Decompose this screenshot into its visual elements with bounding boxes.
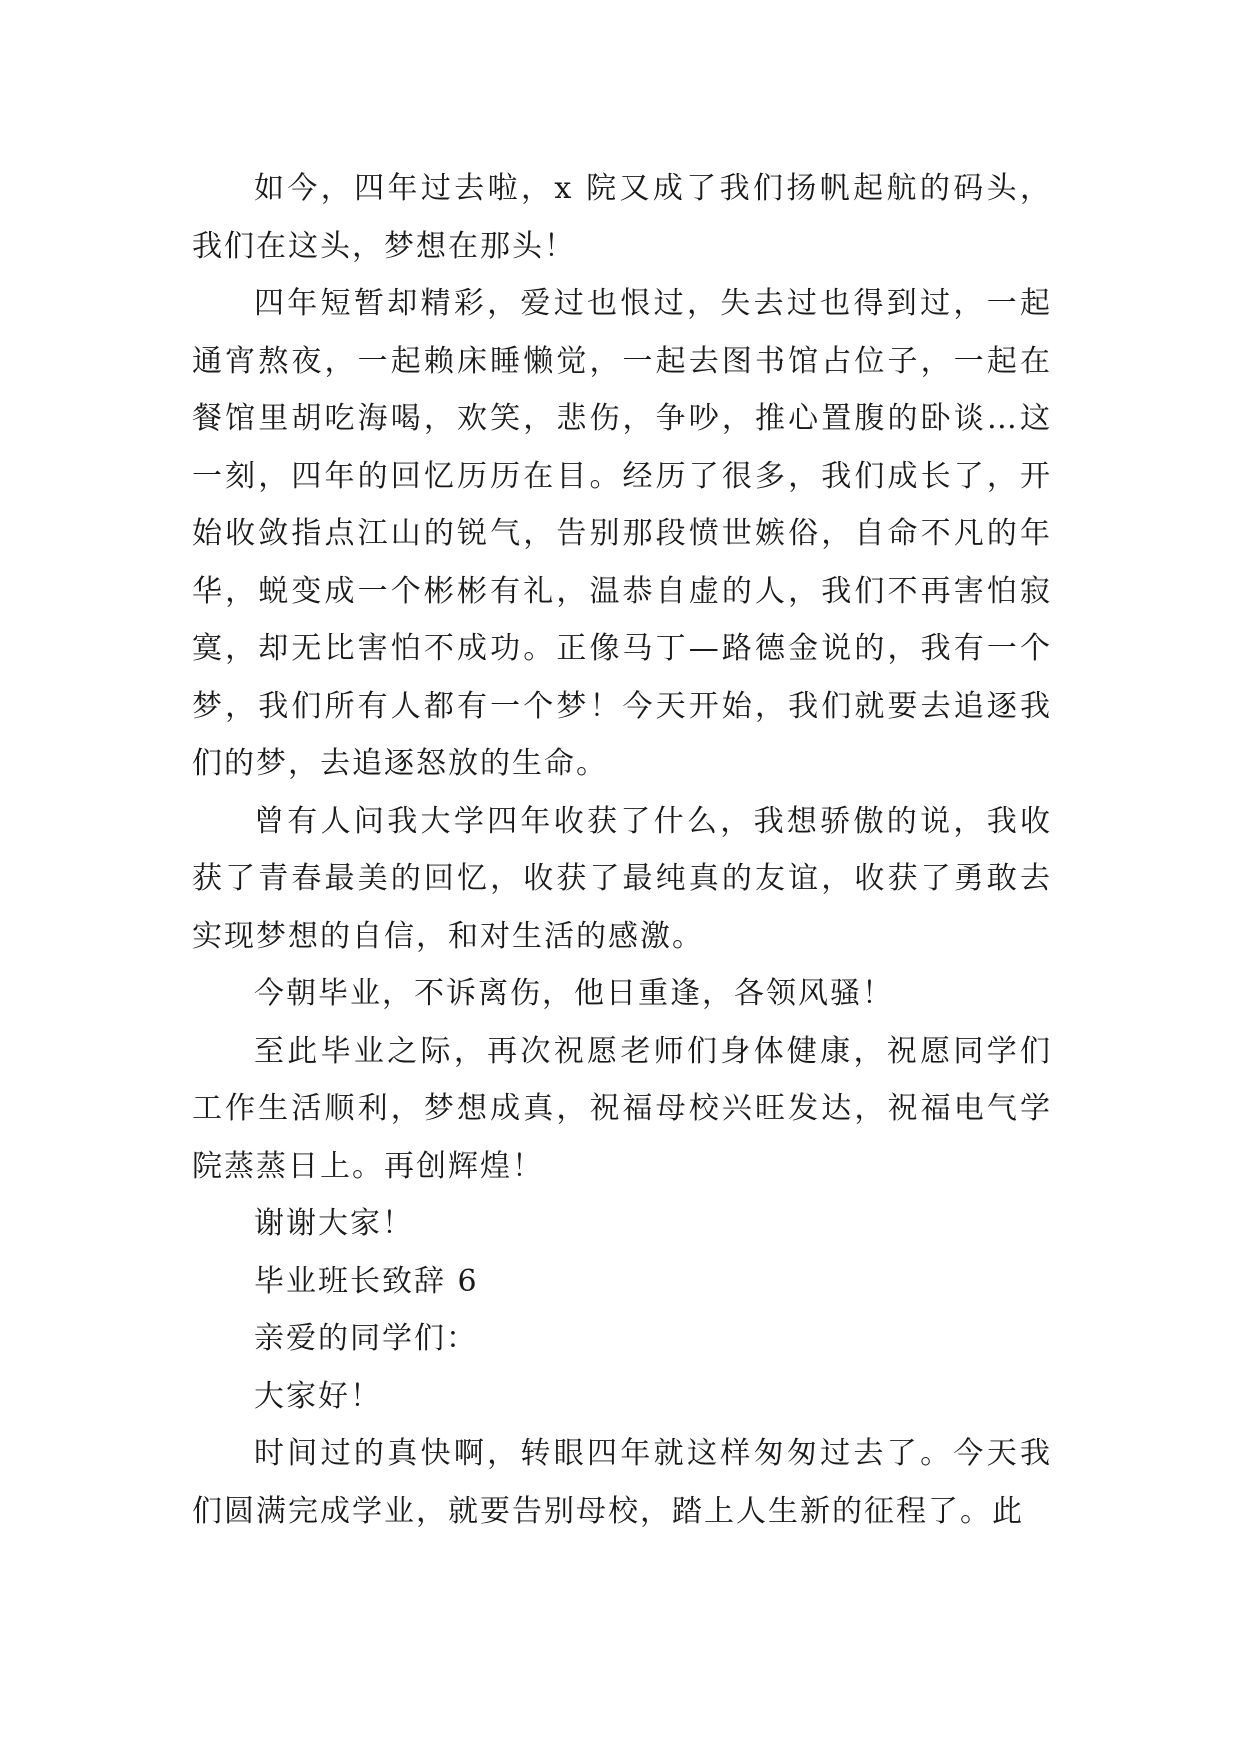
paragraph-5: 至此毕业之际，再次祝愿老师们身体健康，祝愿同学们工作生活顺利，梦想成真，祝福母校兴旺发达，祝福电气学院蒸蒸日上。再创辉煌！ bbox=[192, 1033, 1052, 1184]
paragraph-4: 今朝毕业，不诉离伤，他日重逢，各领风骚！ bbox=[254, 976, 894, 1011]
paragraph-2: 四年短暂却精彩，爱过也恨过，失去过也得到过，一起通宵熬夜，一起赖床睡懒觉，一起去图书馆占位子，一起在餐馆里胡吃海喝，欢笑，悲伤，争吵，推心置腹的卧谈…这一刻，四年的回忆历历在目。经历了很多，我们成长了，开始收敛指点江山的锐气，告别那段愤世嫉俗，自命不凡的年华，蜕变成一个彬彬有礼，温恭自虚的人，我们不再害怕寂寞，却无比害怕不成功。正像马丁—路德金说的，我有一个梦，我们所有人都有一个梦！今天开始，我们就要去追逐我们的梦，去追逐怒放的生命。 bbox=[192, 286, 1052, 781]
document-body bbox=[192, 160, 1052, 1540]
paragraph-3: 曾有人问我大学四年收获了什么，我想骄傲的说，我收获了青春最美的回忆，收获了最纯真的友谊，收获了勇敢去实现梦想的自信，和对生活的感激。 bbox=[192, 803, 1052, 954]
section-heading: 毕业班长致辞 6 bbox=[254, 1263, 479, 1299]
greeting: 大家好！ bbox=[254, 1378, 382, 1414]
paragraph-1: 如今，四年过去啦，x 院又成了我们扬帆起航的码头，我们在这头，梦想在那头！ bbox=[192, 171, 1052, 264]
paragraph-10: 时间过的真快啊，转眼四年就这样匆匆过去了。今天我们圆满完成学业，就要告别母校，踏上人生新的征程了。此 bbox=[192, 1436, 1052, 1529]
salutation: 亲爱的同学们： bbox=[254, 1321, 478, 1356]
paragraph-6: 谢谢大家！ bbox=[254, 1206, 414, 1241]
